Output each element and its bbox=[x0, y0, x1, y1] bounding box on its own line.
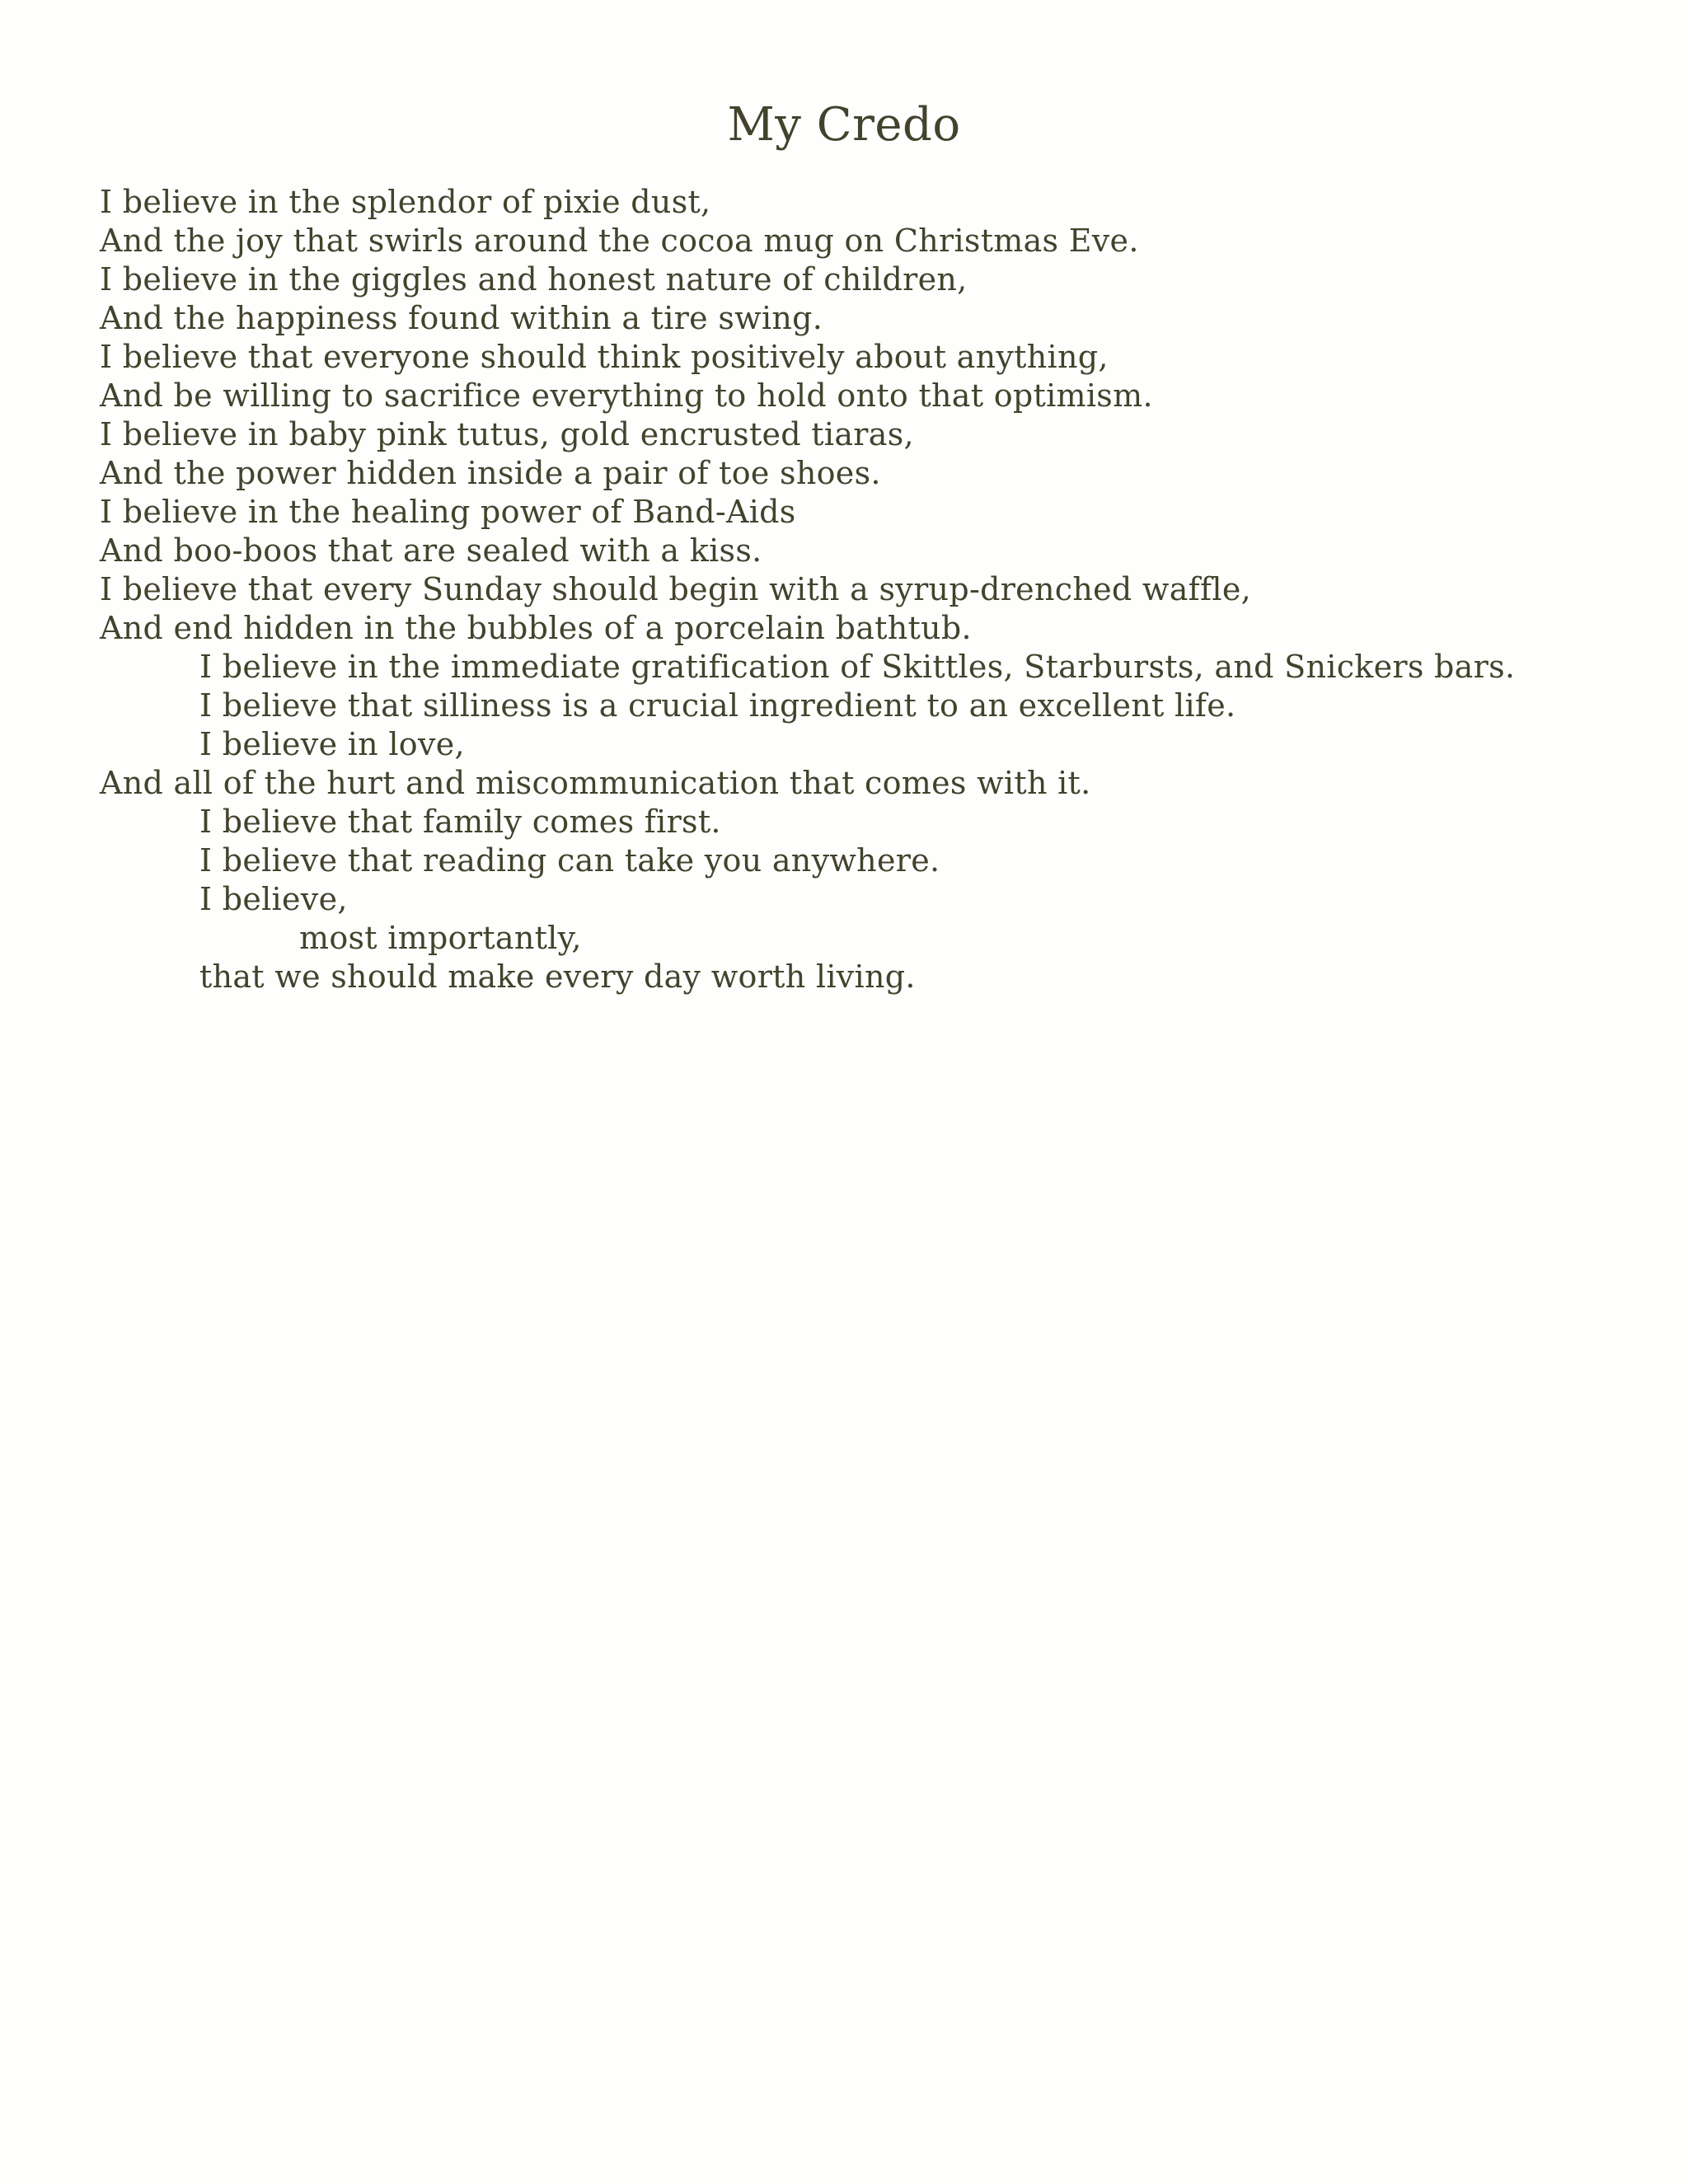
poem-line: I believe in love, bbox=[199, 726, 465, 762]
poem-title: My Credo bbox=[727, 98, 961, 152]
poem-line: And all of the hurt and miscommunication that comes with it. bbox=[100, 765, 1091, 801]
poem-line: I believe that silliness is a crucial ingredient to an excellent life. bbox=[199, 687, 1236, 724]
poem-line: And the power hidden inside a pair of toe shoes. bbox=[100, 455, 881, 491]
poem-line: I believe that every Sunday should begin with a syrup-drenched waffle, bbox=[100, 571, 1252, 607]
poem-body bbox=[100, 183, 1515, 996]
poem-line: I believe that everyone should think positively about anything, bbox=[100, 339, 1109, 375]
poem-line: And be willing to sacrifice everything to hold onto that optimism. bbox=[100, 377, 1153, 414]
poem-line: I believe in the healing power of Band-Aids bbox=[100, 494, 796, 530]
poem-line: I believe in the giggles and honest nature of children, bbox=[100, 261, 968, 298]
poem-line: I believe in the immediate gratification of Skittles, Starbursts, and Snickers bars. bbox=[199, 649, 1516, 685]
poem-line: that we should make every day worth living. bbox=[199, 958, 916, 995]
poem-line: most importantly, bbox=[299, 920, 582, 956]
poem-line: I believe in the splendor of pixie dust, bbox=[100, 184, 711, 220]
poem-line: I believe that family comes first. bbox=[199, 804, 721, 840]
poem-line: And end hidden in the bubbles of a porcelain bathtub. bbox=[100, 610, 972, 646]
poem-line: I believe, bbox=[199, 881, 348, 917]
poem-line: I believe that reading can take you anywhere. bbox=[199, 842, 940, 879]
poem-line: And the joy that swirls around the cocoa mug on Christmas Eve. bbox=[100, 223, 1139, 259]
poem-line: And boo-boos that are sealed with a kiss. bbox=[100, 532, 762, 569]
poem-line: I believe in baby pink tutus, gold encrusted tiaras, bbox=[100, 416, 914, 452]
poem-line: And the happiness found within a tire swing. bbox=[100, 300, 823, 336]
